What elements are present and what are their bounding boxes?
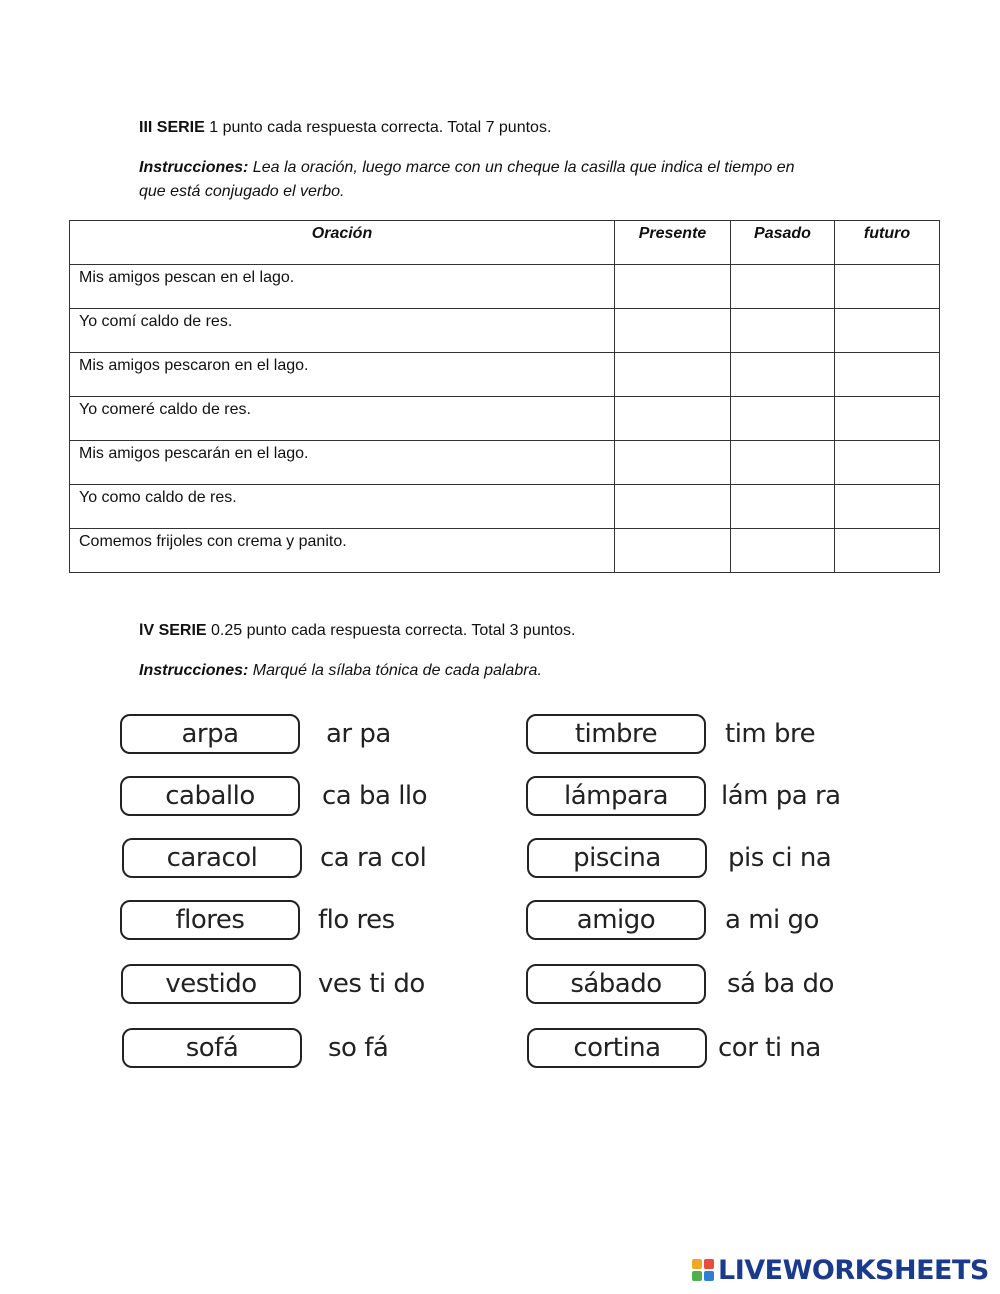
check-pasado[interactable] <box>731 309 835 353</box>
check-presente[interactable] <box>615 441 731 485</box>
serie3-instr-label: Instrucciones: <box>139 159 249 176</box>
syllables-caracol[interactable]: ca ra col <box>320 843 427 873</box>
word-box-flores[interactable]: flores <box>120 900 300 940</box>
serie3-instr-line2: que está conjugado el verbo. <box>139 183 345 200</box>
table-row <box>70 353 940 397</box>
check-pasado[interactable] <box>731 353 835 397</box>
check-presente[interactable] <box>615 265 731 309</box>
syllables-cortina[interactable]: cor ti na <box>718 1033 821 1063</box>
check-pasado[interactable] <box>731 441 835 485</box>
syllables-sabado[interactable]: sá ba do <box>727 969 834 999</box>
serie4-instr-text: Marqué la sílaba tónica de cada palabra. <box>248 662 542 679</box>
check-presente[interactable] <box>615 397 731 441</box>
check-presente[interactable] <box>615 309 731 353</box>
syllables-caballo[interactable]: ca ba llo <box>322 781 428 811</box>
sentence-cell: Mis amigos pescarán en el lago. <box>70 441 615 485</box>
syllables-vestido[interactable]: ves ti do <box>318 969 425 999</box>
word-box-vestido[interactable]: vestido <box>121 964 301 1004</box>
syllables-amigo[interactable]: a mi go <box>725 905 819 935</box>
word-box-amigo[interactable]: amigo <box>526 900 706 940</box>
syllables-piscina[interactable]: pis ci na <box>728 843 832 873</box>
table-row <box>70 485 940 529</box>
sentence-cell: Yo comeré caldo de res. <box>70 397 615 441</box>
check-futuro[interactable] <box>835 265 940 309</box>
check-futuro[interactable] <box>835 309 940 353</box>
word-box-caballo[interactable]: caballo <box>120 776 300 816</box>
table-row <box>70 529 940 573</box>
word-box-sabado[interactable]: sábado <box>526 964 706 1004</box>
serie3-title: III SERIE <box>139 119 205 136</box>
syllables-arpa[interactable]: ar pa <box>326 719 391 749</box>
check-futuro[interactable] <box>835 485 940 529</box>
word-box-timbre[interactable]: timbre <box>526 714 706 754</box>
header-pasado: Pasado <box>731 221 835 265</box>
logo-block <box>704 1259 714 1269</box>
word-box-cortina[interactable]: cortina <box>527 1028 707 1068</box>
check-presente[interactable] <box>615 529 731 573</box>
logo-block <box>704 1271 714 1281</box>
check-futuro[interactable] <box>835 353 940 397</box>
header-oracion: Oración <box>70 221 615 265</box>
check-futuro[interactable] <box>835 441 940 485</box>
logo-block <box>692 1271 702 1281</box>
header-presente: Presente <box>615 221 731 265</box>
word-box-piscina[interactable]: piscina <box>527 838 707 878</box>
serie4-instr-label: Instrucciones: <box>139 662 249 679</box>
serie3-instructions <box>139 156 794 180</box>
check-futuro[interactable] <box>835 529 940 573</box>
check-pasado[interactable] <box>731 397 835 441</box>
sentence-cell: Mis amigos pescan en el lago. <box>70 265 615 309</box>
serie4-instructions <box>139 659 542 683</box>
word-box-caracol[interactable]: caracol <box>122 838 302 878</box>
sentence-cell: Yo como caldo de res. <box>70 485 615 529</box>
check-presente[interactable] <box>615 353 731 397</box>
serie3-points: 1 punto cada respuesta correcta. Total 7 puntos. <box>204 119 552 136</box>
serie4-points: 0.25 punto cada respuesta correcta. Total 3 puntos. <box>206 622 576 639</box>
logo-blocks-icon <box>692 1259 714 1281</box>
header-futuro: futuro <box>835 221 940 265</box>
syllables-lampara[interactable]: lám pa ra <box>721 781 841 811</box>
check-pasado[interactable] <box>731 529 835 573</box>
liveworksheets-logo <box>692 1254 989 1286</box>
syllables-timbre[interactable]: tim bre <box>725 719 816 749</box>
serie3-heading <box>139 116 551 140</box>
serie4-title: lV SERIE <box>139 622 207 639</box>
logo-text: LIVEWORKSHEETS <box>718 1254 989 1286</box>
table-row <box>70 397 940 441</box>
sentence-cell: Mis amigos pescaron en el lago. <box>70 353 615 397</box>
sentence-cell: Comemos frijoles con crema y panito. <box>70 529 615 573</box>
check-pasado[interactable] <box>731 265 835 309</box>
check-futuro[interactable] <box>835 397 940 441</box>
tense-table <box>69 220 940 573</box>
word-box-sofa[interactable]: sofá <box>122 1028 302 1068</box>
syllables-flores[interactable]: flo res <box>318 905 395 935</box>
serie3-instr-line1: Lea la oración, luego marce con un cheque la casilla que indica el tiempo en <box>248 159 795 176</box>
syllables-sofa[interactable]: so fá <box>328 1033 389 1063</box>
check-pasado[interactable] <box>731 485 835 529</box>
logo-block <box>692 1259 702 1269</box>
serie4-heading <box>139 619 575 643</box>
word-box-arpa[interactable]: arpa <box>120 714 300 754</box>
sentence-cell: Yo comí caldo de res. <box>70 309 615 353</box>
check-presente[interactable] <box>615 485 731 529</box>
table-row <box>70 309 940 353</box>
table-row <box>70 441 940 485</box>
table-header-row <box>70 221 940 265</box>
table-row <box>70 265 940 309</box>
word-box-lampara[interactable]: lámpara <box>526 776 706 816</box>
